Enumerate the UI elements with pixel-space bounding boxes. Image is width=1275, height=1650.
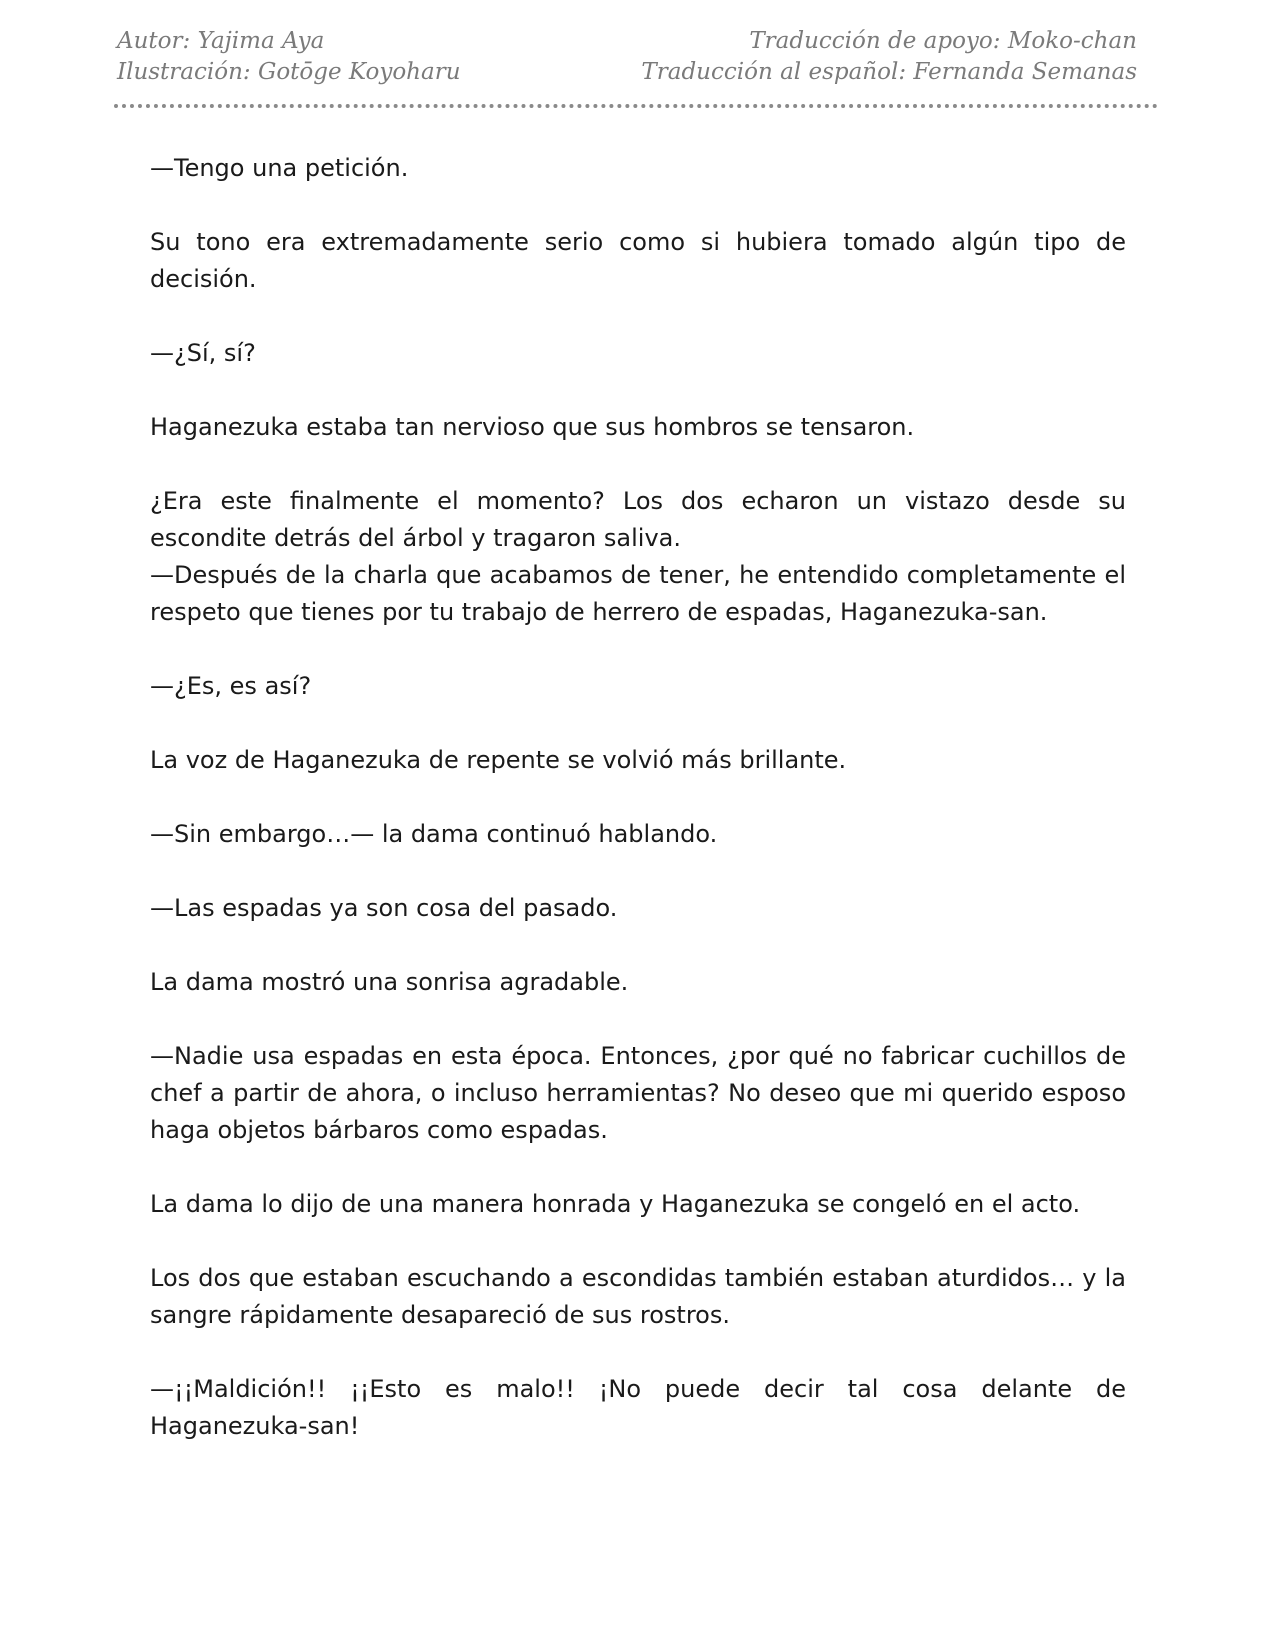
support-translation-credit: Traducción de apoyo: Moko-chan [749,28,1137,54]
paragraph-gap [150,927,1126,964]
paragraph-gap [150,779,1126,816]
paragraph: La dama mostró una sonrisa agradable. [150,968,629,996]
paragraph-gap [150,1223,1126,1260]
paragraph-gap [150,446,1126,483]
paragraph: La dama lo dijo de una manera honrada y Haganezuka se congeló en el acto. [150,1190,1081,1218]
header-credits-right [577,26,1137,88]
paragraph: —Sin embargo…— la dama continuó hablando. [150,820,718,848]
paragraph: ¿Era este finalmente el momento? Los dos echaron un vistazo desde su escondite detrás del árbol y tragaron saliva. [150,487,1126,552]
header-divider [114,104,1158,108]
paragraph: Los dos que estaban escuchando a escondidas también estaban aturdidos… y la sangre rápidamente desapareció de sus rostros. [150,1264,1126,1329]
paragraph: —Las espadas ya son cosa del pasado. [150,894,618,922]
paragraph: —¿Sí, sí? [150,339,256,367]
paragraph: —Después de la charla que acabamos de tener, he entendido completamente el respeto que tienes por tu trabajo de herrero de espadas, Haganezuka-san. [150,561,1126,626]
paragraph-gap [150,372,1126,409]
paragraph-gap [150,298,1126,335]
paragraph-gap [150,853,1126,890]
paragraph: —Nadie usa espadas en esta época. Entonces, ¿por qué no fabricar cuchillos de chef a partir de ahora, o incluso herramientas? No deseo que mi querido esposo haga objetos bárbaros como espadas. [150,1042,1126,1144]
header-credits-left [117,26,637,88]
paragraph: Haganezuka estaba tan nervioso que sus hombros se tensaron. [150,413,915,441]
paragraph: La voz de Haganezuka de repente se volvió más brillante. [150,746,847,774]
paragraph: —¡¡Maldición!! ¡¡Esto es malo!! ¡No puede decir tal cosa delante de Haganezuka-san! [150,1375,1126,1440]
paragraph-gap [150,1334,1126,1371]
paragraph-gap [150,1149,1126,1186]
paragraph: —¿Es, es así? [150,672,312,700]
paragraph-gap [150,187,1126,224]
paragraph-gap [150,705,1126,742]
body-text [150,150,1126,1445]
paragraph: Su tono era extremadamente serio como si hubiera tomado algún tipo de decisión. [150,228,1126,293]
paragraph: —Tengo una petición. [150,154,409,182]
author-credit: Autor: Yajima Aya [117,28,325,54]
spanish-translation-credit: Traducción al español: Fernanda Semanas [641,59,1137,85]
paragraph-gap [150,1001,1126,1038]
paragraph-gap [150,631,1126,668]
illustration-credit: Ilustración: Gotōge Koyoharu [117,59,461,85]
